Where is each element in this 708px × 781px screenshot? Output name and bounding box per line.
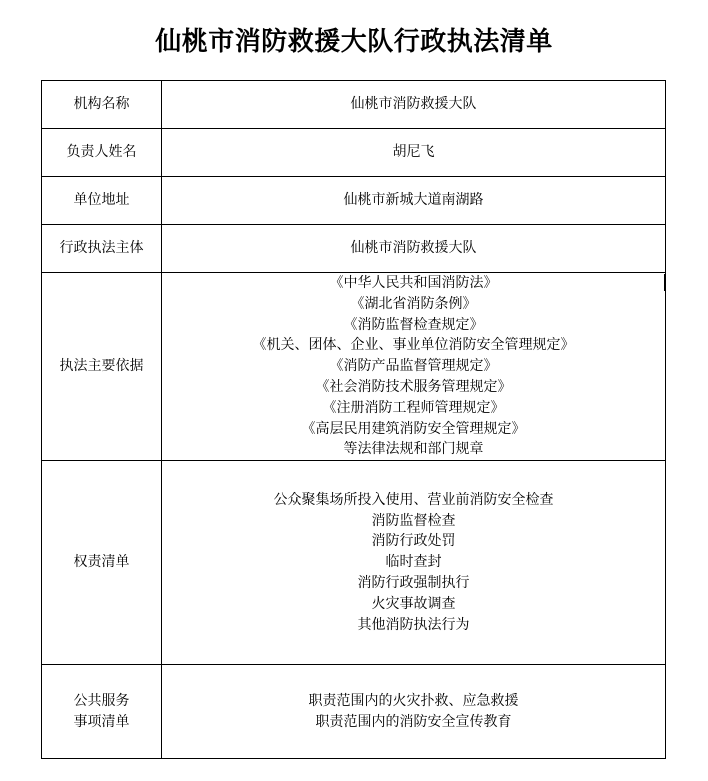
legal-basis-item: 《湖北省消防条例》	[350, 295, 477, 312]
responsibility-item: 消防监督检查	[371, 512, 456, 529]
value-cell	[162, 665, 666, 759]
legal-basis-item: 《消防监督检查规定》	[343, 316, 484, 333]
legal-basis-item: 《中华人民共和国消防法》	[329, 275, 498, 291]
responsibility-item: 公众聚集场所投入使用、营业前消防安全检查	[273, 491, 554, 508]
public-service-item: 职责范围内的火灾扑救、应急救援	[308, 692, 519, 709]
row-label: 权责清单	[73, 554, 130, 571]
value-cell	[162, 225, 666, 273]
legal-basis-item: 《机关、团体、企业、事业单位消防安全管理规定》	[252, 337, 575, 354]
table-row-person-in-charge	[42, 129, 666, 177]
row-label: 负责人姓名	[66, 144, 137, 161]
row-label: 公共服务	[73, 692, 130, 709]
row-label: 事项清单	[73, 713, 130, 730]
responsibility-item: 火灾事故调查	[371, 595, 456, 612]
label-cell	[42, 461, 162, 665]
page-title: 仙桃市消防救援大队行政执法清单	[155, 27, 553, 57]
table-row-institution-name	[42, 81, 666, 129]
label-cell	[42, 81, 162, 129]
responsibility-item: 临时查封	[385, 554, 442, 571]
table-row-legal-basis	[42, 273, 666, 461]
value-cell	[162, 273, 666, 461]
value-cell	[162, 129, 666, 177]
value-cell	[162, 177, 666, 225]
label-cell	[42, 177, 162, 225]
label-cell	[42, 273, 162, 461]
responsibility-item: 其他消防执法行为	[357, 616, 470, 633]
row-value: 仙桃市新城大道南湖路	[343, 192, 484, 209]
public-service-item: 职责范围内的消防安全宣传教育	[315, 713, 512, 730]
row-value: 胡尼飞	[392, 144, 435, 161]
enforcement-list-table	[41, 80, 666, 759]
legal-basis-item: 《消防产品监督管理规定》	[329, 358, 498, 375]
row-label: 机构名称	[73, 96, 130, 113]
row-label: 单位地址	[73, 192, 130, 209]
label-cell	[42, 225, 162, 273]
legal-basis-item: 《注册消防工程师管理规定》	[322, 399, 505, 416]
label-cell	[42, 665, 162, 759]
text-cursor	[664, 274, 666, 291]
legal-basis-item: 《社会消防技术服务管理规定》	[315, 378, 512, 395]
row-label: 执法主要依据	[59, 358, 144, 375]
value-cell	[162, 81, 666, 129]
row-value: 仙桃市消防救援大队	[350, 96, 477, 113]
value-cell	[162, 461, 666, 665]
table-row-public-services	[42, 665, 666, 759]
table-row-responsibilities	[42, 461, 666, 665]
table-row-address	[42, 177, 666, 225]
responsibility-item: 消防行政处罚	[371, 533, 456, 550]
legal-basis-item: 等法律法规和部门规章	[343, 441, 484, 458]
row-value: 仙桃市消防救援大队	[350, 240, 477, 257]
row-label: 行政执法主体	[59, 240, 144, 257]
label-cell	[42, 129, 162, 177]
responsibility-item: 消防行政强制执行	[357, 575, 470, 592]
legal-basis-item: 《高层民用建筑消防安全管理规定》	[301, 420, 526, 437]
table-row-enforcement-subject	[42, 225, 666, 273]
